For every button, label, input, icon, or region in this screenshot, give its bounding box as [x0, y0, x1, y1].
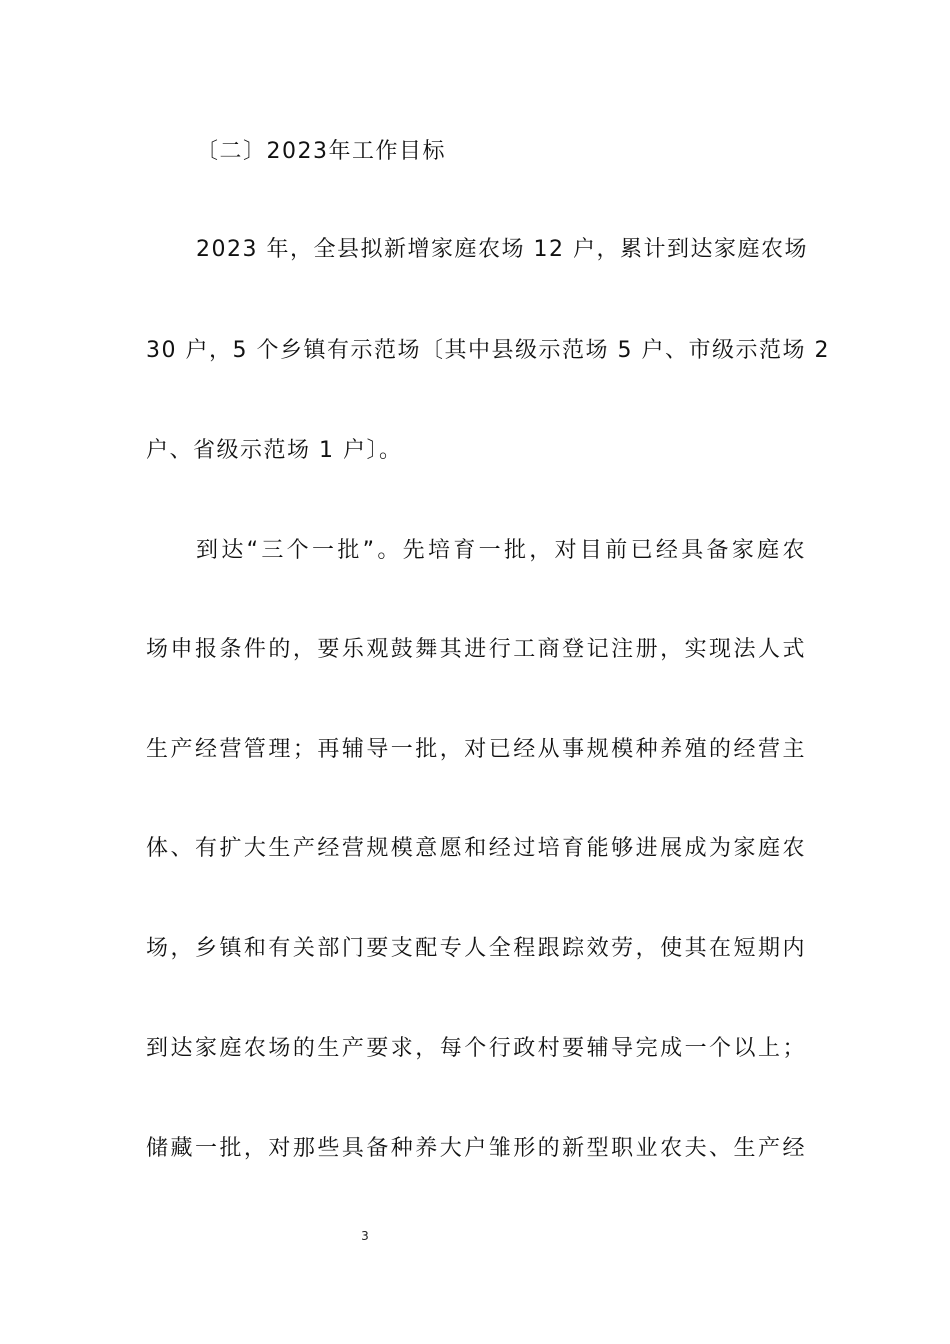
paragraph-line: 场，乡镇和有关部门要支配专人全程跟踪效劳，使其在短期内	[146, 936, 806, 961]
paragraph-line: 30 户，5 个乡镇有示范场〔其中县级示范场 5 户、市级示范场 2	[146, 338, 830, 363]
section-heading: 〔二〕2023年工作目标	[196, 139, 446, 164]
paragraph-line: 体、有扩大生产经营规模意愿和经过培育能够进展成为家庭农	[146, 836, 806, 861]
paragraph-line: 生产经营管理；再辅导一批，对已经从事规模种养殖的经营主	[146, 737, 806, 762]
paragraph-line: 场申报条件的，要乐观鼓舞其进行工商登记注册，实现法人式	[146, 637, 806, 662]
paragraph-line: 到达“三个一批”。先培育一批，对目前已经具备家庭农	[196, 538, 806, 563]
paragraph-line: 2023 年，全县拟新增家庭农场 12 户，累计到达家庭农场	[196, 237, 808, 262]
paragraph-line: 户、省级示范场 1 户〕。	[146, 438, 403, 463]
page-number: 3	[361, 1229, 369, 1243]
paragraph-line: 到达家庭农场的生产要求，每个行政村要辅导完成一个以上；	[146, 1036, 806, 1061]
paragraph-line: 储藏一批，对那些具备种养大户雏形的新型职业农夫、生产经	[146, 1136, 806, 1161]
